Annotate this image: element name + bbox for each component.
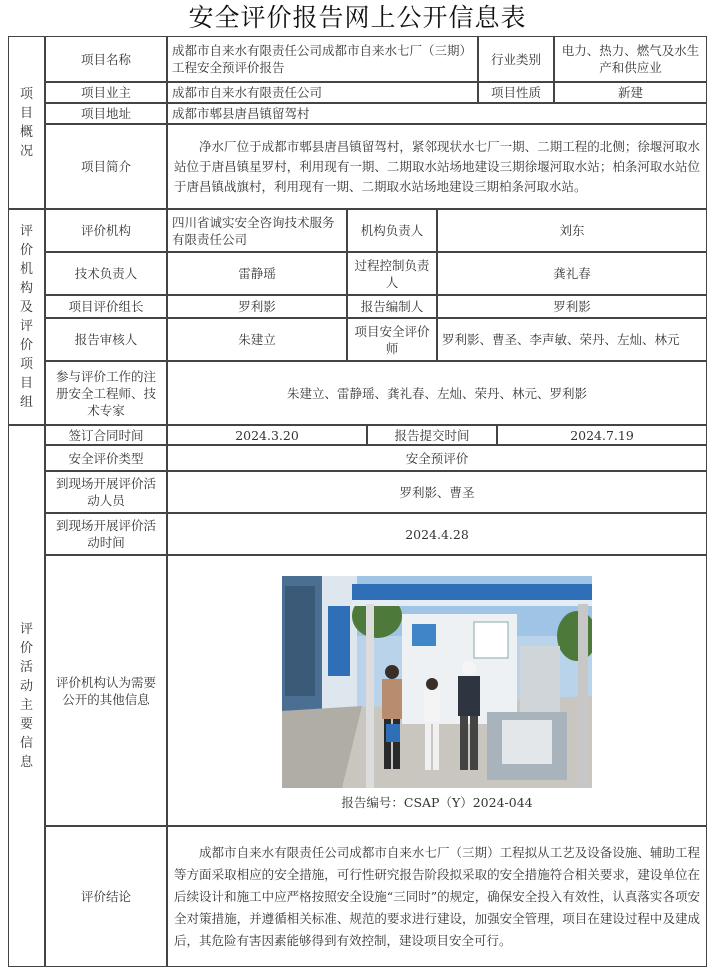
nature-value: 新建	[554, 82, 707, 103]
nature-label: 项目性质	[478, 82, 554, 103]
head-label: 机构负责人	[347, 209, 437, 252]
section-overview: 项 目 概 况	[8, 36, 45, 209]
process-label: 过程控制负责人	[347, 252, 437, 295]
time-value: 2024.4.28	[167, 513, 707, 555]
assessor-label: 项目安全评价师	[347, 318, 437, 361]
contract-label: 签订合同时间	[45, 425, 167, 445]
owner-label: 项目业主	[45, 82, 167, 103]
tech-label: 技术负责人	[45, 252, 167, 295]
section-activity: 评 价 活 动 主 要 信 息	[8, 425, 45, 967]
page-title: 安全评价报告网上公开信息表	[188, 3, 527, 32]
writer-value: 罗利影	[437, 295, 707, 318]
other-label: 评价机构认为需要公开的其他信息	[45, 555, 167, 826]
other-info-cell	[167, 555, 707, 826]
section-agency: 评 价 机 构 及 评 价 项 目 组	[8, 209, 45, 425]
report-number: 报告编号：CSAP（Y）2024-044	[341, 795, 533, 810]
address-label: 项目地址	[45, 103, 167, 124]
engineers-label: 参与评价工作的注册安全工程师、技术专家	[45, 361, 167, 425]
project-name-value: 成都市自来水有限责任公司成都市自来水七厂（三期）工程安全预评价报告	[167, 36, 478, 82]
process-value: 龚礼春	[437, 252, 707, 295]
org-label: 评价机构	[45, 209, 167, 252]
submit-value: 2024.7.19	[497, 425, 707, 445]
tech-value: 雷静瑶	[167, 252, 347, 295]
address-value: 成都市郫县唐昌镇留驾村	[167, 103, 707, 124]
assessor-value: 罗利影、曹圣、李声敏、荣丹、左灿、林元	[437, 318, 707, 361]
intro-label: 项目简介	[45, 124, 167, 209]
conclusion-label: 评价结论	[45, 826, 167, 967]
org-value: 四川省诚实安全咨询技术服务有限责任公司	[167, 209, 347, 252]
intro-value: 净水厂位于成都市郫县唐昌镇留驾村，紧邻现状水七厂一期、二期工程的北侧；徐堰河取水站位于唐昌镇星罗村，利用现有一期、二期取水站场地建设三期徐堰河取水站；柏条河取水站位于唐昌镇战旗村，利用现有一期、二期取水站场地建设三期柏条河取水站。	[167, 124, 707, 209]
type-label: 安全评价类型	[45, 445, 167, 471]
site-photo	[282, 576, 592, 788]
staff-value: 罗利影、曹圣	[167, 471, 707, 513]
type-value: 安全预评价	[167, 445, 707, 471]
staff-label: 到现场开展评价活动人员	[45, 471, 167, 513]
writer-label: 报告编制人	[347, 295, 437, 318]
reviewer-label: 报告审核人	[45, 318, 167, 361]
info-table	[8, 36, 707, 967]
reviewer-value: 朱建立	[167, 318, 347, 361]
leader-value: 罗利影	[167, 295, 347, 318]
engineers-value: 朱建立、雷静瑶、龚礼春、左灿、荣丹、林元、罗利影	[167, 361, 707, 425]
submit-label: 报告提交时间	[367, 425, 497, 445]
conclusion-value: 成都市自来水有限责任公司成都市自来水七厂（三期）工程拟从工艺及设备设施、辅助工程等方面采取相应的安全措施，可行性研究报告阶段拟采取的安全措施符合相关要求，建设单位在后续设计和施工中应严格按照安全设施“三同时”的规定，确保安全投入有效性，认真落实各项安全对策措施，并遵循相关标准、规范的要求进行建设，加强安全管理，项目在建设过程中及建成后，其危险有害因素能够得到有效控制，建设项目安全可行。	[167, 826, 707, 967]
contract-value: 2024.3.20	[167, 425, 367, 445]
leader-label: 项目评价组长	[45, 295, 167, 318]
industry-label: 行业类别	[478, 36, 554, 82]
project-name-label: 项目名称	[45, 36, 167, 82]
owner-value: 成都市自来水有限责任公司	[167, 82, 478, 103]
industry-value: 电力、热力、燃气及水生产和供应业	[554, 36, 707, 82]
time-label: 到现场开展评价活动时间	[45, 513, 167, 555]
head-value: 刘东	[437, 209, 707, 252]
